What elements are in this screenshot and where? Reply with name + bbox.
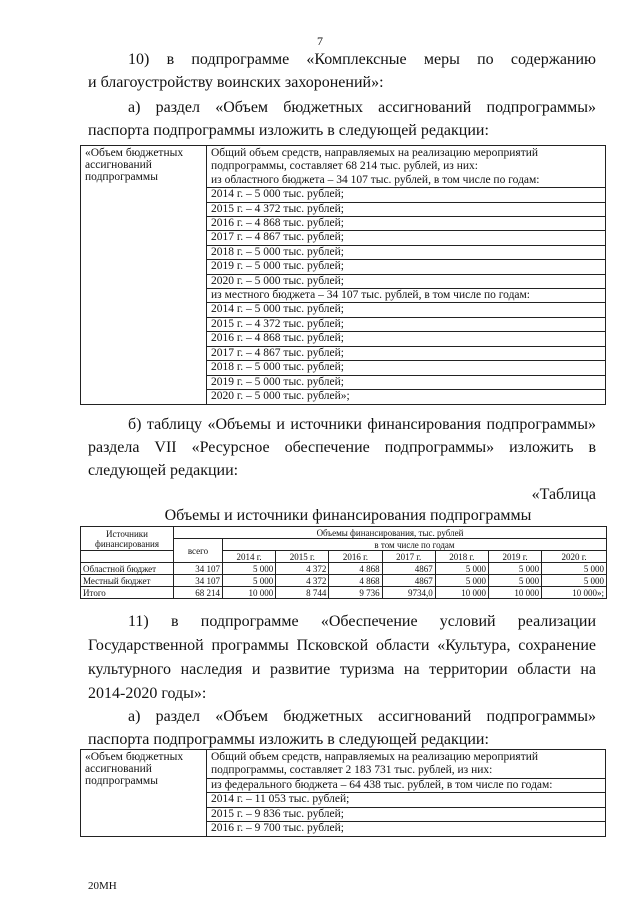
header-year: 2016 г.: [329, 551, 382, 563]
row-value: 4 868: [329, 563, 382, 575]
header-sources-spacer: [81, 551, 174, 563]
row-value: 5 000: [435, 563, 488, 575]
row-value: 4 868: [329, 575, 382, 587]
header-years-group: в том числе по годам: [223, 539, 607, 551]
header-year: 2015 г.: [276, 551, 329, 563]
header-volumes: Объемы финансирования, тыс. рублей: [174, 527, 607, 539]
header-year: 2019 г.: [488, 551, 541, 563]
paragraph-10b-line-2: раздела VII «Ресурсное обеспечение подпрограммы» изложить в: [88, 439, 596, 456]
table-line: из местного бюджета – 34 107 тыс. рублей, в том числе по годам:: [207, 289, 605, 303]
table-line: 2017 г. – 4 867 тыс. рублей;: [207, 347, 605, 361]
paragraph-11a-line-2: паспорта подпрограммы изложить в следующей редакции:: [88, 731, 489, 748]
table-row: [81, 563, 607, 575]
row-total: 68 214: [174, 587, 223, 599]
row-name: Областной бюджет: [81, 563, 174, 575]
table-line: 2019 г. – 5 000 тыс. рублей;: [207, 376, 605, 390]
table-line: 2016 г. – 4 868 тыс. рублей;: [207, 217, 605, 231]
passport-table-2-content: [207, 750, 606, 837]
row-total: 34 107: [174, 563, 223, 575]
header-year: 2018 г.: [435, 551, 488, 563]
table-row: [81, 587, 607, 599]
table-line: 2018 г. – 5 000 тыс. рублей;: [207, 361, 605, 375]
paragraph-11-line-1: 11) в подпрограмме «Обеспечение условий реализации: [128, 613, 596, 630]
passport-table-1-content: [207, 146, 606, 405]
table-line: 2016 г. – 9 700 тыс. рублей;: [211, 822, 344, 835]
table-row: [81, 575, 607, 587]
row-value: 4867: [382, 575, 435, 587]
row-value: 5 000: [223, 575, 276, 587]
paragraph-10-line-1: 10) в подпрограмме «Комплексные меры по содержанию: [128, 51, 596, 68]
table-line: из федерального бюджета – 64 438 тыс. рублей, в том числе по годам:: [207, 778, 605, 793]
row-value: 5 000: [488, 563, 541, 575]
row-value: 4 372: [276, 563, 329, 575]
table-line: 2015 г. – 4 372 тыс. рублей;: [207, 203, 605, 217]
table-line: Общий объем средств, направляемых на реализацию мероприятий подпрограммы, составляет 2 183 731 тыс. рублей, из них:: [211, 751, 539, 777]
paragraph-11-line-3: культурного наследия и развитие туризма на территории области на: [88, 661, 596, 678]
row-value: 9734,0: [382, 587, 435, 599]
row-total: 34 107: [174, 575, 223, 587]
row-value: 10 000: [488, 587, 541, 599]
paragraph-10-line-2: и благоустройству воинских захоронений»:: [88, 74, 384, 91]
table-line: 2014 г. – 11 053 тыс. рублей;: [207, 793, 605, 807]
table-line: 2020 г. – 5 000 тыс. рублей»;: [211, 389, 350, 402]
row-value: 5 000: [542, 563, 607, 575]
row-value: 10 000»;: [542, 587, 607, 599]
row-value: 4 372: [276, 575, 329, 587]
row-value: 9 736: [329, 587, 382, 599]
paragraph-11-line-4: 2014-2020 годы»:: [88, 685, 207, 702]
paragraph-10a-line-2: паспорта подпрограммы изложить в следующей редакции:: [88, 122, 489, 139]
paragraph-11a-line-1: а) раздел «Объем бюджетных ассигнований подпрограммы»: [128, 708, 596, 725]
financing-table-title: Объемы и источники финансирования подпрограммы: [164, 507, 532, 524]
header-total: всего: [174, 539, 223, 563]
table-line: 2015 г. – 9 836 тыс. рублей;: [207, 808, 605, 822]
table-line: 2018 г. – 5 000 тыс. рублей;: [207, 246, 605, 260]
paragraph-10b-line-3: следующей редакции:: [88, 462, 239, 479]
passport-table-2: [80, 749, 606, 837]
row-name: Местный бюджет: [81, 575, 174, 587]
row-value: 8 744: [276, 587, 329, 599]
table-line: 2020 г. – 5 000 тыс. рублей;: [207, 275, 605, 289]
header-year: 2017 г.: [382, 551, 435, 563]
row-value: 10 000: [223, 587, 276, 599]
header-year: 2014 г.: [223, 551, 276, 563]
row-value: 10 000: [435, 587, 488, 599]
row-name: Итого: [81, 587, 174, 599]
passport-table-1: [80, 145, 606, 405]
table-line: 2014 г. – 5 000 тыс. рублей;: [207, 303, 605, 317]
table-line: 2016 г. – 4 868 тыс. рублей;: [207, 332, 605, 346]
table-line: Общий объем средств, направляемых на реализацию мероприятий подпрограммы, составляет 68 214 тыс. рублей, из них:: [211, 147, 539, 173]
table-line: 2015 г. – 4 372 тыс. рублей;: [207, 318, 605, 332]
row-value: 5 000: [223, 563, 276, 575]
header-sources: Источники финансирования: [81, 527, 174, 551]
passport-table-2-label: «Объем бюджетных ассигнований подпрограммы: [81, 750, 207, 837]
table-line: 2014 г. – 5 000 тыс. рублей;: [207, 188, 605, 202]
table-line: из областного бюджета – 34 107 тыс. рублей, в том числе по годам:: [207, 174, 605, 188]
row-value: 4867: [382, 563, 435, 575]
table-line: 2017 г. – 4 867 тыс. рублей;: [207, 231, 605, 245]
row-value: 5 000: [542, 575, 607, 587]
header-year: 2020 г.: [542, 551, 607, 563]
row-value: 5 000: [488, 575, 541, 587]
footer-code: 20МН: [88, 880, 117, 892]
financing-table: [80, 526, 607, 599]
passport-table-1-label: «Объем бюджетных ассигнований подпрограммы: [81, 146, 207, 405]
page-number: 7: [317, 34, 323, 48]
paragraph-10b-line-1: б) таблицу «Объемы и источники финансирования подпрограммы»: [128, 416, 596, 433]
table-line: 2019 г. – 5 000 тыс. рублей;: [207, 260, 605, 274]
paragraph-10a-line-1: а) раздел «Объем бюджетных ассигнований подпрограммы»: [128, 99, 596, 116]
paragraph-11-line-2: Государственной программы Псковской области «Культура, сохранение: [88, 637, 596, 654]
row-value: 5 000: [435, 575, 488, 587]
table-caption-label: «Таблица: [531, 486, 596, 503]
